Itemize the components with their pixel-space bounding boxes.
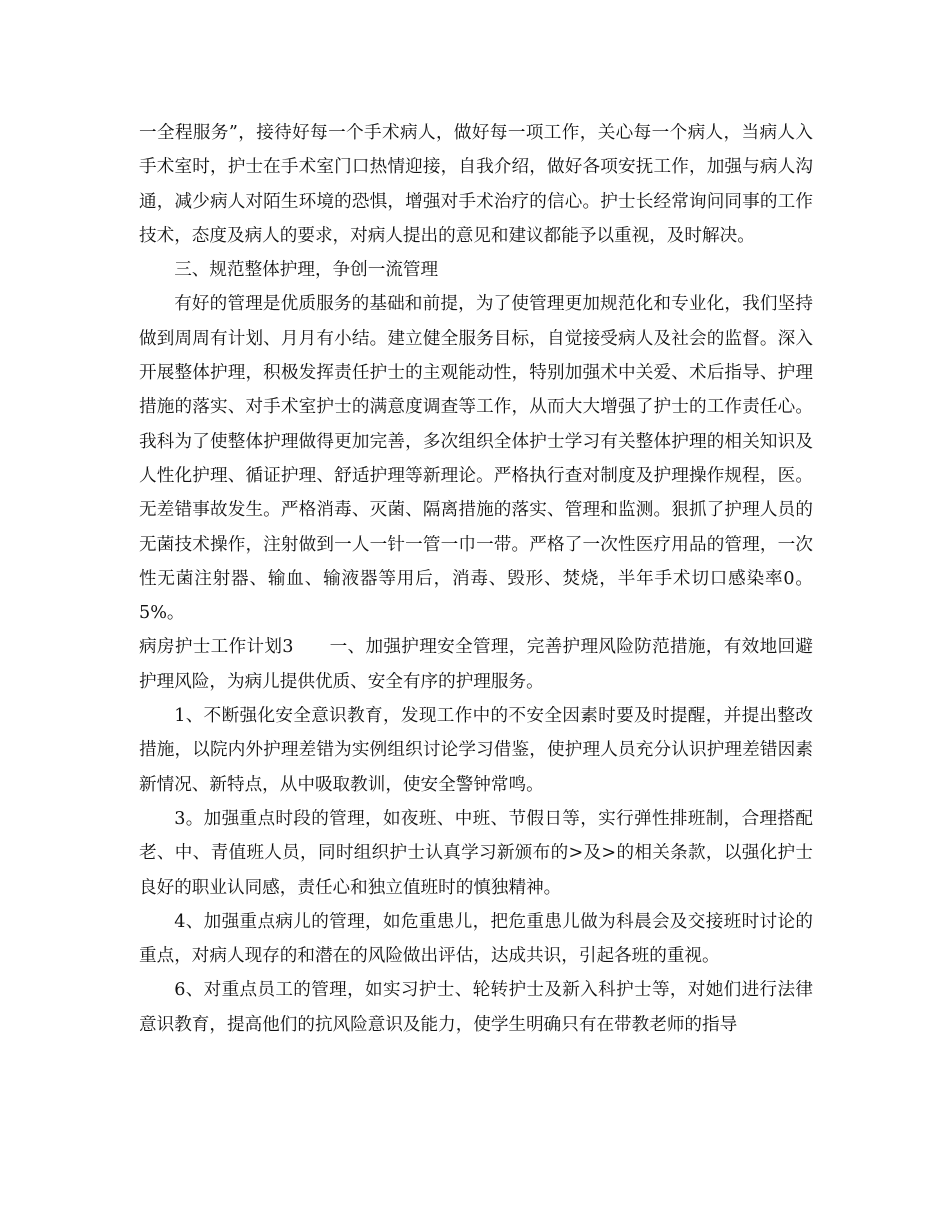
list-item-4-key-patients: 4、加强重点病儿的管理，如危重患儿，把危重患儿做为科晨会及交接班时讨论的重点，对病人现存的和潜在的风险做出评估，达成共识，引起各班的重视。 <box>139 911 813 967</box>
list-item-3-key-periods: 3。加强重点时段的管理，如夜班、中班、节假日等，实行弹性排班制，合理搭配老、中、青值班人员，同时组织护士认真学习新颁布的>及>的相关条款，以强化护士良好的职业认同感，责任心和独立值班时的慎独精神。 <box>139 808 813 898</box>
list-item-1-safety-awareness: 1、不断强化安全意识教育，发现工作中的不安全因素时要及时提醒，并提出整改措施，以院内外护理差错为实例组织讨论学习借鉴，使护理人员充分认识护理差错因素新情况、新特点，从中吸取教训，使安全警钟常鸣。 <box>139 706 813 795</box>
paragraph-plan-3-intro: 病房护士工作计划3 一、加强护理安全管理，完善护理风险防范措施，有效地回避护理风险，为病儿提供优质、安全有序的护理服务。 <box>139 637 813 692</box>
paragraph-service-continued: 一全程服务”，接待好每一个手术病人，做好每一项工作，关心每一个病人，当病人入手术室时，护士在手术室门口热情迎接，自我介绍，做好各项安抚工作，加强与病人沟通，减少病人对陌生环境的恐惧，增强对手术治疗的信心。护士长经常询问同事的工作技术，态度及病人的要求，对病人提出的意见和建议都能予以重视，及时解决。 <box>139 123 813 246</box>
paragraph-management: 有好的管理是优质服务的基础和前提，为了使管理更加规范化和专业化，我们坚持做到周周有计划、月月有小结。建立健全服务目标，自觉接受病人及社会的监督。深入开展整体护理，积极发挥责任护士的主观能动性，特别加强术中关爱、术后指导、护理措施的落实、对手术室护士的满意度调查等工作，从而大大增强了护士的工作责任心。我科为了使整体护理做得更加完善，多次组织全体护士学习有关整体护理的相关知识及人性化护理、循证护理、舒适护理等新理论。严格执行查对制度及护理操作规程，医。无差错事故发生。严格消毒、灭菌、隔离措施的落实、管理和监测。狠抓了护理人员的无菌技术操作，注射做到一人一针一管一巾一带。严格了一次性医疗用品的管理，一次性无菌注射器、输血、输液器等用后，消毒、毁形、焚烧，半年手术切口感染率0。5%。 <box>139 294 813 624</box>
section-heading-standardize-nursing: 三、规范整体护理，争创一流管理 <box>174 260 439 281</box>
document-body <box>139 116 813 1042</box>
list-item-6-key-staff: 6、对重点员工的管理，如实习护士、轮转护士及新入科护士等，对她们进行法律意识教育，提高他们的抗风险意识及能力，使学生明确只有在带教老师的指导 <box>139 980 813 1035</box>
